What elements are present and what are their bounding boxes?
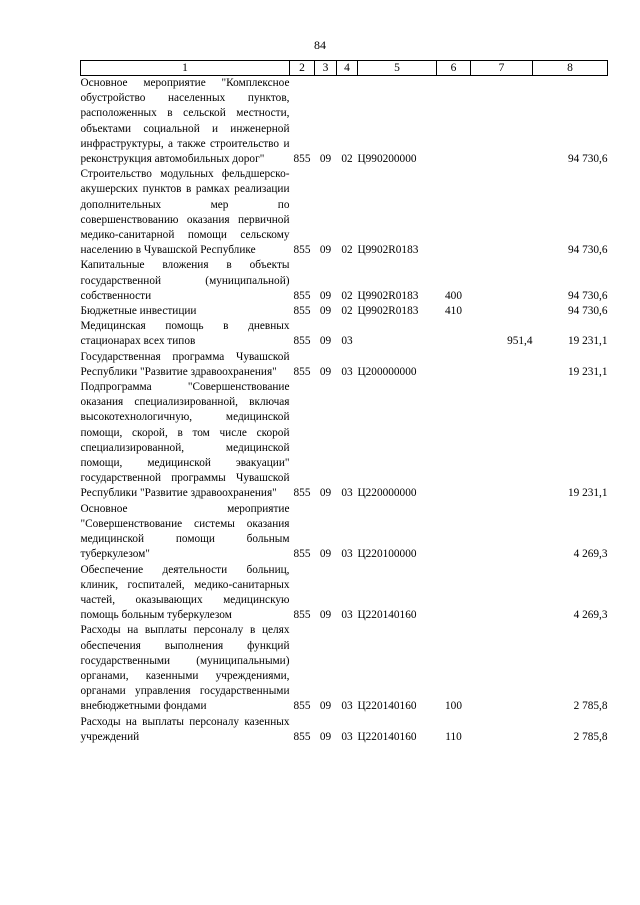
row-description: Расходы на выплаты персоналу казенных учреждений [80, 715, 290, 743]
row-section-code: 09 [319, 609, 332, 622]
row-column-7-value [471, 350, 533, 380]
row-grbs-code: 855 [293, 609, 311, 622]
row-column-7-value: 951,4 [507, 335, 533, 348]
row-expense-type-code [437, 563, 471, 624]
row-description: Капитальные вложения в объекты государственной (муниципальной) собственности [80, 259, 290, 302]
row-expense-type-code [437, 350, 471, 380]
table-row [81, 304, 608, 319]
row-expense-type-code: 100 [445, 700, 462, 713]
row-column-7-value [471, 76, 533, 168]
row-expense-type-code [437, 167, 471, 258]
row-description: Обеспечение деятельности больниц, клиник, госпиталей, медико-санитарных частей, оказывающих медицинскую помощь больным туберкулезом [80, 563, 290, 622]
row-column-7-value [471, 380, 533, 502]
row-description: Медицинская помощь в дневных стационарах всех типов [80, 320, 290, 348]
table-row [81, 319, 608, 349]
row-subsection-code: 03 [341, 548, 353, 561]
table-row [81, 76, 608, 168]
row-description: Подпрограмма "Совершенствование оказания специализированной, включая высокотехнологичную, медицинской помощи, скорой, в том числе скорой специализированной, медицинской помощи, медицинской эвакуации" государственной программы Чувашской Республики "Развитие здравоохранения" [80, 381, 290, 500]
table-body [81, 76, 608, 745]
column-header-2: 2 [290, 61, 315, 76]
row-grbs-code: 855 [293, 305, 311, 318]
row-subsection-code: 02 [341, 244, 353, 257]
row-expense-type-code: 410 [445, 305, 462, 318]
row-subsection-code: 03 [341, 609, 353, 622]
row-section-code: 09 [319, 730, 332, 743]
row-section-code: 09 [319, 700, 332, 713]
row-expense-type-code [437, 380, 471, 502]
row-grbs-code: 855 [293, 487, 311, 500]
row-column-7-value [471, 258, 533, 304]
row-subsection-code: 02 [341, 289, 353, 302]
row-amount-value: 19 231,1 [567, 335, 608, 348]
table-row [81, 563, 608, 624]
row-target-article-code: Ц990200000 [357, 153, 417, 166]
row-section-code: 09 [319, 335, 332, 348]
column-header-5: 5 [358, 61, 437, 76]
row-target-article-code: Ц220100000 [357, 548, 417, 561]
row-description: Строительство модульных фельдшерско-акушерских пунктов в рамках реализации дополнительных мер по совершенствованию оказания первичной медико-санитарной помощи сельскому населению в Чувашской Республике [80, 168, 290, 257]
row-amount-value: 94 730,6 [567, 244, 608, 257]
column-header-8: 8 [533, 61, 608, 76]
row-description: Основное мероприятие "Комплексное обустройство населенных пунктов, расположенных в сельской местности, объектами социальной и инженерной инфраструктуры, а также строительство и реконструкция автомобильных дорог" [80, 77, 290, 166]
row-column-7-value [471, 167, 533, 258]
column-header-4: 4 [337, 61, 358, 76]
row-expense-type-code [437, 502, 471, 563]
column-header-3: 3 [315, 61, 337, 76]
row-target-article-code [358, 319, 437, 349]
row-target-article-code: Ц200000000 [357, 365, 417, 378]
row-subsection-code: 03 [341, 487, 353, 500]
row-column-7-value [471, 623, 533, 714]
row-amount-value: 2 785,8 [573, 730, 608, 743]
row-subsection-code: 03 [341, 730, 353, 743]
row-target-article-code: Ц9902R0183 [357, 305, 419, 318]
row-amount-value: 94 730,6 [567, 305, 608, 318]
row-column-7-value [471, 304, 533, 319]
column-header-1: 1 [81, 61, 290, 76]
row-amount-value: 19 231,1 [567, 365, 608, 378]
table-row [81, 380, 608, 502]
row-column-7-value [471, 502, 533, 563]
row-subsection-code: 03 [341, 365, 353, 378]
row-column-7-value [471, 563, 533, 624]
table-row [81, 258, 608, 304]
row-section-code: 09 [319, 289, 332, 302]
row-amount-value: 4 269,3 [573, 548, 608, 561]
row-description: Расходы на выплаты персоналу в целях обеспечения выполнения функций государственными (муниципальными) органами, казенными учреждениями, органами управления государственными внебюджетными фондами [80, 624, 290, 713]
row-amount-value: 19 231,1 [567, 487, 608, 500]
page-number: 84 [314, 38, 326, 52]
row-expense-type-code: 400 [445, 289, 462, 302]
row-section-code: 09 [319, 244, 332, 257]
budget-table [80, 60, 608, 745]
row-grbs-code: 855 [293, 548, 311, 561]
row-grbs-code: 855 [293, 730, 311, 743]
row-grbs-code: 855 [293, 153, 311, 166]
row-subsection-code: 03 [341, 335, 353, 348]
row-target-article-code: Ц220140160 [357, 700, 417, 713]
row-target-article-code: Ц220140160 [357, 609, 417, 622]
row-subsection-code: 02 [341, 305, 353, 318]
row-subsection-code: 03 [341, 700, 353, 713]
row-target-article-code: Ц9902R0183 [357, 289, 419, 302]
row-section-code: 09 [319, 487, 332, 500]
row-subsection-code: 02 [341, 153, 353, 166]
row-expense-type-code [437, 76, 471, 168]
row-grbs-code: 855 [293, 700, 311, 713]
row-description: Государственная программа Чувашской Республики "Развитие здравоохранения" [80, 350, 290, 378]
row-amount-value: 94 730,6 [567, 153, 608, 166]
table-header-row [81, 61, 608, 76]
row-description: Основное мероприятие "Совершенствование системы оказания медицинской помощи больным туберкулезом" [80, 502, 290, 561]
row-expense-type-code [437, 319, 471, 349]
row-grbs-code: 855 [293, 289, 311, 302]
row-amount-value: 4 269,3 [573, 609, 608, 622]
row-amount-value: 2 785,8 [573, 700, 608, 713]
table-row [81, 167, 608, 258]
row-grbs-code: 855 [293, 365, 311, 378]
row-target-article-code: Ц220000000 [357, 487, 417, 500]
row-expense-type-code: 110 [445, 730, 462, 743]
table-row [81, 715, 608, 745]
column-header-7: 7 [471, 61, 533, 76]
column-header-6: 6 [437, 61, 471, 76]
row-grbs-code: 855 [293, 244, 311, 257]
table-row [81, 623, 608, 714]
table-row [81, 350, 608, 380]
table-row [81, 502, 608, 563]
row-column-7-value [471, 715, 533, 745]
row-target-article-code: Ц9902R0183 [357, 244, 419, 257]
row-grbs-code: 855 [293, 335, 311, 348]
row-amount-value: 94 730,6 [567, 289, 608, 302]
row-section-code: 09 [319, 153, 332, 166]
row-description: Бюджетные инвестиции [80, 305, 197, 318]
row-section-code: 09 [319, 548, 332, 561]
row-section-code: 09 [319, 365, 332, 378]
row-target-article-code: Ц220140160 [357, 730, 417, 743]
row-section-code: 09 [319, 305, 332, 318]
